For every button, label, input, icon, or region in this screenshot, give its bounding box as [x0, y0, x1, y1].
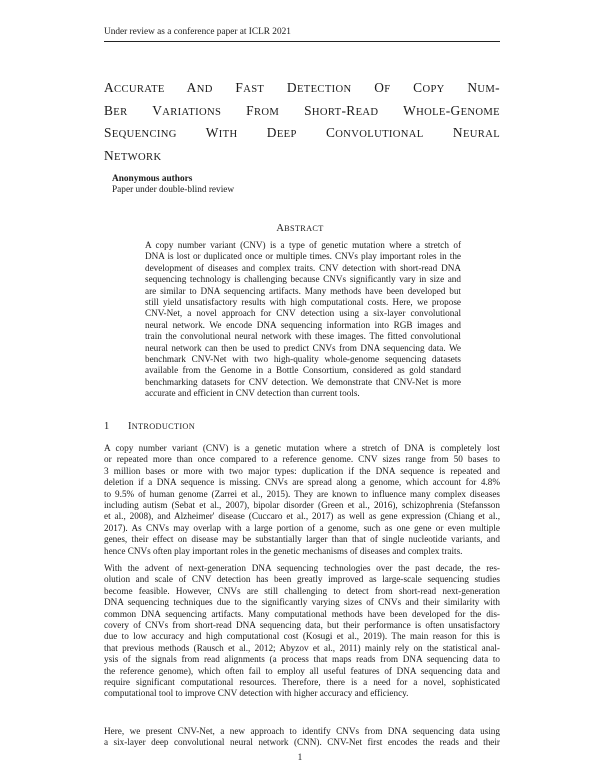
text-line: are similar to DNA sequencing artifacts. Many methods have been developed but — [145, 285, 461, 296]
text-line: become feasible. However, CNVs are still challenging to detect from short-read next-generation — [104, 585, 500, 596]
intro-paragraph-2 — [104, 563, 500, 700]
section-heading-introduction — [104, 421, 195, 432]
text-line: due to low accuracy and high computational cost (Kosugi et al., 2019). The main reason for this is — [104, 631, 500, 642]
text-line: require significant computational resources. Therefore, there is a need for a novel, sophisticated — [104, 677, 500, 688]
text-line: available from the Genome in a Bottle Consortium, considered as gold standard — [145, 365, 461, 376]
running-header: Under review as a conference paper at ICLR 2021 — [104, 27, 500, 42]
text-line: ysis of the signals from read alignments (a process that maps reads from DNA sequencing data to — [104, 654, 500, 665]
text-line: sequencing technology is challenging because CNVs significantly vary in size and — [145, 274, 461, 285]
text-line: train the convolutional neural network with these images. The fitted convolutional — [145, 331, 461, 342]
text-line: genes, their effect on disease may be substantially larger than that of single nucleotide variants, and — [104, 534, 500, 545]
text-line: A copy number variant (CNV) is a type of genetic mutation where a stretch of — [145, 240, 461, 250]
page-number: 1 — [297, 753, 303, 763]
abstract-heading: ABSTRACT — [276, 223, 324, 234]
text-line: including autism (Sebat et al., 2007), bipolar disorder (Green et al., 2016), schizophrenia (Stefansson — [104, 500, 500, 511]
title-line: BER VARIATIONS FROM SHORT-READ WHOLE-GENOME — [104, 102, 500, 118]
title-line: SEQUENCING WITH DEEP CONVOLUTIONAL NEURAL — [104, 125, 501, 140]
text-line: benchmarking datasets for CNV detection. We demonstrate that CNV-Net is more — [145, 376, 461, 387]
text-line: that previous methods (Rausch et al., 2012; Abyzov et al., 2011) mainly rely on the statistical anal- — [104, 642, 500, 653]
text-line: common DNA sequencing artifacts. Many computational methods have been developed for the dis- — [104, 608, 500, 619]
title-line: ACCURATE AND FAST DETECTION OF COPY NUM- — [104, 80, 500, 95]
text-line: computational tool to improve CNV detection with higher accuracy and efficiency. — [104, 688, 409, 699]
text-line: a six-layer deep convolutional neural network (CNN). CNV-Net first encodes the reads and their — [104, 737, 500, 748]
text-line: Here, we present CNV-Net, a new approach to identify CNVs from DNA sequencing data using — [104, 726, 500, 736]
text-line: olution and scale of CNV detection has been greatly improved as large-scale sequencing studies — [104, 574, 500, 585]
text-line: DNA sequencing techniques due to the significantly varying sizes of CNVs and their similarity with — [104, 597, 500, 608]
text-line: DNA is lost or duplicated once or multiple times. CNVs play important roles in the — [145, 251, 461, 262]
text-line: accurate and efficient in CNV detection than current tools. — [145, 388, 360, 399]
text-line: covery of CNVs from short-read DNA sequencing data, but their performance is often unsatisfactory — [104, 620, 500, 631]
text-line: A copy number variant (CNV) is a genetic mutation where a stretch of DNA is completely lost — [104, 443, 500, 453]
intro-paragraph-3 — [104, 726, 500, 749]
text-line: 3 million bases or more with two major types: duplication if the DNA sequence is repeated and — [104, 465, 500, 476]
text-line: still yield unsatisfactory results with high computational costs. Here, we propose — [145, 297, 461, 308]
text-line: neural network can then be used to predict CNVs from DNA sequencing data. We — [145, 342, 461, 353]
text-line: CNV-Net, a novel approach for CNV detection using a six-layer convolutional — [145, 308, 461, 319]
text-line: With the advent of next-generation DNA sequencing technologies over the past decade, the res- — [104, 563, 500, 573]
author-affiliation: Paper under double-blind review — [112, 185, 235, 195]
text-line: development of diseases and complex traits. CNV detection with short-read DNA — [145, 262, 461, 273]
section-title: INTRODUCTION — [128, 421, 195, 432]
text-line: neural network. We encode DNA sequencing information into RGB images and — [145, 319, 461, 330]
text-line: 2017). As CNVs may overlap with a large portion of a genome, such as one gene or even multiple — [104, 522, 500, 533]
abstract-text — [145, 240, 461, 400]
text-line: hence CNVs often play important roles in the genetic mechanisms of diseases and complex traits. — [104, 545, 463, 556]
text-line: deletion if a DNA sequence is missing. CNVs are spread along a genome, which account for 4.8% — [104, 477, 500, 488]
paper-title — [104, 78, 500, 168]
author-name: Anonymous authors — [112, 174, 193, 184]
section-number: 1 — [104, 421, 110, 432]
intro-paragraph-1 — [104, 443, 500, 557]
author-block — [112, 174, 234, 196]
text-line: et al., 2008), and Alzheimer' disease (Cuccaro et al., 2017) as well as gene expression (Chiang et al., — [104, 511, 500, 522]
text-line: to 9.5% of human genome (Zarrei et al., 2015). They are known to influence many complex diseases — [104, 488, 500, 499]
text-line: benchmark CNV-Net with two high-quality whole-genome sequencing datasets — [145, 354, 461, 365]
text-line: the reference genome), which often fail to employ all useful features of DNA sequencing data and — [104, 665, 500, 676]
text-line: or repeated more than once compared to a reference genome. CNV sizes range from 50 bases to — [104, 454, 500, 465]
title-line: NETWORK — [104, 147, 162, 163]
